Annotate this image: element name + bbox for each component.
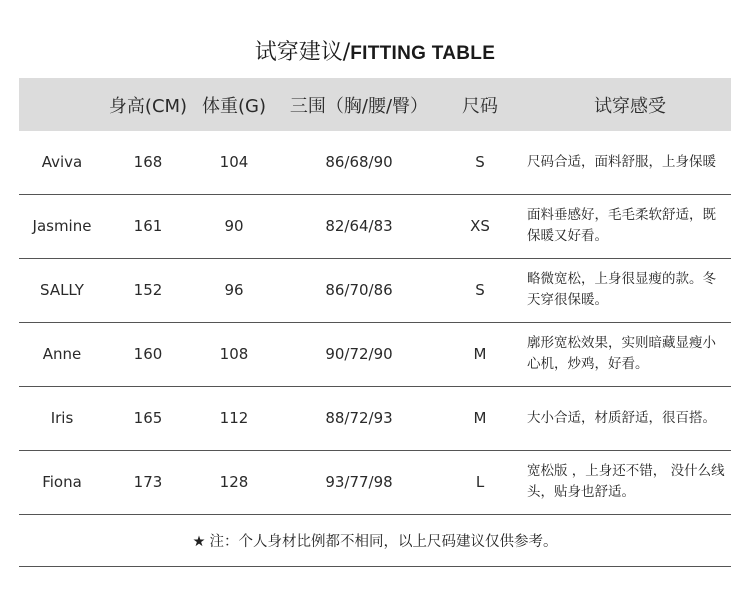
note-row bbox=[19, 514, 731, 566]
table-row bbox=[19, 386, 731, 450]
header-measurements: 三围（胸/腰/臀） bbox=[289, 95, 429, 117]
cell-name: Jasmine bbox=[32, 217, 92, 235]
cell-measurements: 86/70/86 bbox=[325, 281, 393, 299]
cell-height: 168 bbox=[133, 153, 163, 172]
cell-measurements: 86/68/90 bbox=[325, 153, 393, 172]
title-zh: 试穿建议/ bbox=[254, 40, 351, 65]
cell-size: XS bbox=[470, 217, 490, 235]
cell-review: 宽松版 ，上身还不错， 没什么线头，贴身也舒适。 bbox=[527, 463, 725, 500]
cell-review: 大小合适，材质舒适，很百搭。 bbox=[527, 409, 716, 426]
cell-review: 尺码合适，面料舒服，上身保暖 bbox=[527, 153, 716, 170]
cell-size: S bbox=[475, 153, 485, 172]
cell-weight: 128 bbox=[219, 473, 249, 491]
cell-size: M bbox=[473, 345, 487, 363]
cell-measurements: 82/64/83 bbox=[325, 217, 393, 235]
cell-name: Anne bbox=[42, 345, 82, 363]
fitting-table bbox=[19, 78, 731, 567]
cell-size: M bbox=[473, 409, 487, 427]
cell-weight: 108 bbox=[219, 345, 249, 363]
table-row bbox=[19, 322, 731, 386]
table-header bbox=[19, 78, 731, 131]
star-icon: ★ bbox=[192, 533, 206, 550]
cell-measurements: 88/72/93 bbox=[325, 409, 393, 427]
cell-weight: 96 bbox=[224, 281, 244, 299]
cell-name: Aviva bbox=[41, 153, 83, 172]
cell-height: 173 bbox=[133, 473, 163, 491]
cell-height: 160 bbox=[133, 345, 163, 363]
cell-name: SALLY bbox=[40, 281, 84, 299]
header-weight: 体重(G) bbox=[202, 95, 266, 117]
cell-size: L bbox=[475, 473, 485, 491]
cell-name: Iris bbox=[50, 409, 74, 427]
cell-weight: 90 bbox=[224, 217, 244, 235]
page-title bbox=[0, 38, 750, 69]
table-row bbox=[19, 258, 731, 322]
cell-weight: 112 bbox=[219, 409, 249, 427]
header-row bbox=[19, 78, 731, 131]
header-name bbox=[19, 78, 105, 131]
cell-weight: 104 bbox=[219, 153, 249, 172]
table-row bbox=[19, 194, 731, 258]
table-body bbox=[19, 131, 731, 566]
title-en: FITTING TABLE bbox=[350, 43, 496, 64]
cell-height: 161 bbox=[133, 217, 163, 235]
cell-height: 152 bbox=[133, 281, 163, 299]
note-text: 注：个人身材比例都不相同，以上尺码建议仅供参考。 bbox=[209, 533, 558, 550]
table-row bbox=[19, 450, 731, 514]
header-review: 试穿感受 bbox=[594, 95, 666, 117]
cell-measurements: 93/77/98 bbox=[325, 473, 393, 491]
note-cell bbox=[19, 514, 731, 566]
cell-review: 略微宽松，上身很显瘦的款。冬天穿很保暖。 bbox=[527, 271, 716, 308]
header-height: 身高(CM) bbox=[108, 95, 188, 117]
header-size: 尺码 bbox=[462, 95, 498, 117]
cell-height: 165 bbox=[133, 409, 163, 427]
cell-measurements: 90/72/90 bbox=[325, 345, 393, 363]
cell-review: 廓形宽松效果，实则暗藏显瘦小心机，炒鸡，好看。 bbox=[527, 335, 716, 372]
table-row bbox=[19, 131, 731, 194]
cell-review: 面料垂感好，毛毛柔软舒适，既保暖又好看。 bbox=[527, 207, 716, 244]
cell-name: Fiona bbox=[42, 473, 82, 491]
cell-size: S bbox=[475, 281, 485, 299]
